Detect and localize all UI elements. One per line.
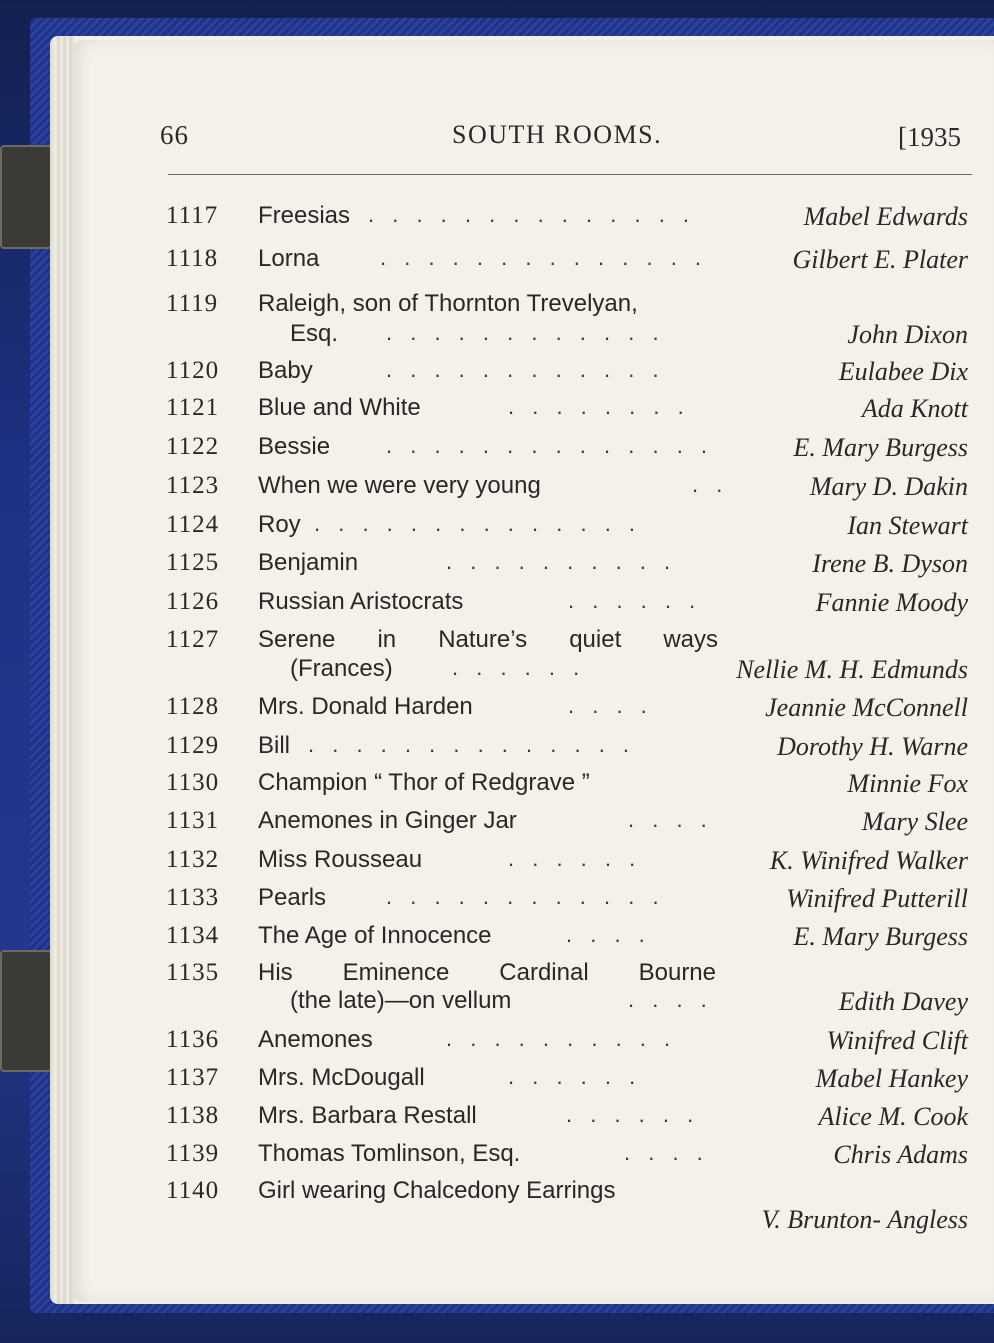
entry-number: 1139	[166, 1140, 220, 1167]
entry-title: Miss Rousseau	[258, 846, 423, 873]
leader-dots: . . . . . .	[566, 1102, 700, 1127]
entry-number: 1125	[166, 549, 220, 576]
leader-dots: . . . . . . . . . . . .	[386, 884, 665, 909]
entry-artist: John Dixon	[847, 320, 968, 349]
title-word: quiet	[569, 626, 622, 653]
entry-number: 1140	[166, 1177, 220, 1204]
entry-title-continued: (the late)—on vellum	[290, 987, 512, 1014]
title-word: Eminence	[342, 959, 450, 986]
entry-artist: Edith Davey	[838, 987, 968, 1016]
title-word: Cardinal	[499, 959, 589, 986]
page-number: 66	[160, 120, 189, 150]
entry-title: Bessie	[258, 433, 331, 460]
leader-dots: . . . . . . . . . . . . . .	[380, 245, 708, 270]
leader-dots: . . . . . . . .	[508, 394, 690, 419]
entry-number: 1122	[166, 433, 220, 460]
entry-number: 1137	[166, 1064, 220, 1091]
entry-number: 1123	[166, 472, 220, 499]
entry-title: Freesias	[258, 202, 351, 229]
entry-number: 1136	[166, 1026, 220, 1053]
entry-artist: Ian Stewart	[847, 511, 968, 540]
entry-title: Mrs. Barbara Restall	[258, 1102, 477, 1129]
entry-number: 1128	[166, 693, 220, 720]
leader-dots: . . . .	[624, 1140, 709, 1165]
entry-number: 1119	[166, 290, 219, 317]
entry-title: Thomas Tomlinson, Esq.	[258, 1140, 521, 1167]
leader-dots: . . . . . . . . . . . . . .	[314, 511, 642, 536]
entry-number: 1131	[166, 807, 220, 834]
leader-dots: . . . .	[628, 807, 713, 832]
entry-title: Blue and White	[258, 394, 421, 421]
leader-dots: . . . .	[628, 987, 713, 1012]
catalogue-year: [1935	[898, 122, 961, 152]
entry-artist: K. Winifred Walker	[769, 846, 968, 875]
entry-number: 1120	[166, 357, 220, 384]
entry-artist: Jeannie McConnell	[765, 693, 968, 722]
leader-dots: . . . . . .	[508, 846, 642, 871]
entry-number: 1130	[166, 769, 220, 796]
entry-number: 1138	[166, 1102, 220, 1129]
leader-dots: . . . . . . . . . . . .	[386, 320, 665, 345]
leader-dots: . . . . . .	[508, 1064, 642, 1089]
entry-title: Mrs. McDougall	[258, 1064, 425, 1091]
entry-number: 1134	[166, 922, 220, 949]
leader-dots: . . . . . . . . . .	[446, 1026, 677, 1051]
entry-title: Raleigh, son of Thornton Trevelyan,	[258, 290, 638, 317]
entry-artist: Winifred Clift	[826, 1026, 968, 1055]
entry-title: Girl wearing Chalcedony Earrings	[258, 1177, 616, 1204]
leader-dots: . . . . . . . . . . . . . .	[308, 732, 636, 757]
entry-number: 1117	[166, 202, 219, 229]
entry-artist: Mary Slee	[861, 807, 968, 836]
entry-title: Anemones in Ginger Jar	[258, 807, 517, 834]
entry-title: Benjamin	[258, 549, 359, 576]
entry-artist: E. Mary Burgess	[793, 433, 968, 462]
title-word: Serene	[258, 626, 336, 653]
entry-artist: Eulabee Dix	[838, 357, 968, 386]
entry-title: Bill	[258, 732, 291, 759]
entry-title: Roy	[258, 511, 301, 538]
entry-artist: Alice M. Cook	[818, 1102, 968, 1131]
entry-artist: V. Brunton- Angless	[761, 1205, 968, 1234]
entry-artist: Winifred Putterill	[786, 884, 968, 913]
entry-number: 1118	[166, 245, 219, 272]
entry-title: When we were very young	[258, 472, 541, 499]
entry-title	[258, 959, 716, 987]
entry-artist: Ada Knott	[861, 394, 968, 423]
leader-dots: . . . . . . . . . .	[446, 549, 677, 574]
title-word: Nature’s	[438, 626, 528, 653]
entry-artist: Irene B. Dyson	[812, 549, 968, 578]
entry-artist: Mabel Hankey	[815, 1064, 968, 1093]
entry-artist: Chris Adams	[833, 1140, 968, 1169]
title-word: ways	[663, 626, 718, 653]
leader-dots: . . . . . .	[568, 588, 702, 613]
leader-dots: . . . .	[568, 693, 653, 718]
entry-number: 1126	[166, 588, 220, 615]
entry-title: Russian Aristocrats	[258, 588, 464, 615]
entry-number: 1129	[166, 732, 220, 759]
entry-title-continued: (Frances)	[290, 655, 393, 682]
leader-dots: . . . .	[566, 922, 651, 947]
entry-number: 1132	[166, 846, 220, 873]
entry-artist: Mabel Edwards	[803, 202, 968, 231]
entry-artist: Mary D. Dakin	[809, 472, 968, 501]
entry-title: Mrs. Donald Harden	[258, 693, 473, 720]
entry-number: 1124	[166, 511, 220, 538]
entry-title: Lorna	[258, 245, 320, 272]
entry-artist: Nellie M. H. Edmunds	[736, 655, 968, 684]
entry-artist: Fannie Moody	[815, 588, 968, 617]
running-head: SOUTH ROOMS.	[452, 120, 663, 149]
title-word: His	[258, 959, 293, 986]
entry-title: Champion “ Thor of Redgrave ”	[258, 769, 590, 796]
title-word: in	[377, 626, 397, 653]
entry-title: Pearls	[258, 884, 327, 911]
entry-title-continued: Esq.	[290, 320, 339, 347]
leader-dots: . . . . . . . . . . . . . .	[368, 202, 696, 227]
leader-dots: . . . . . . . . . . . . . .	[386, 433, 714, 458]
leader-dots: . . . . . .	[452, 655, 586, 680]
entry-artist: Gilbert E. Plater	[792, 245, 968, 274]
leader-dots: . .	[692, 472, 729, 497]
entry-title: Baby	[258, 357, 313, 384]
entry-title	[258, 626, 718, 654]
entry-number: 1135	[166, 959, 220, 986]
entry-number: 1133	[166, 884, 220, 911]
entry-title: The Age of Innocence	[258, 922, 492, 949]
entry-number: 1121	[166, 394, 220, 421]
entry-title: Anemones	[258, 1026, 373, 1053]
entry-artist: E. Mary Burgess	[793, 922, 968, 951]
entry-artist: Dorothy H. Warne	[777, 732, 968, 761]
leader-dots: . . . . . . . . . . . .	[386, 357, 665, 382]
entry-number: 1127	[166, 626, 220, 653]
entry-artist: Minnie Fox	[847, 769, 968, 798]
title-word: Bourne	[638, 959, 716, 986]
